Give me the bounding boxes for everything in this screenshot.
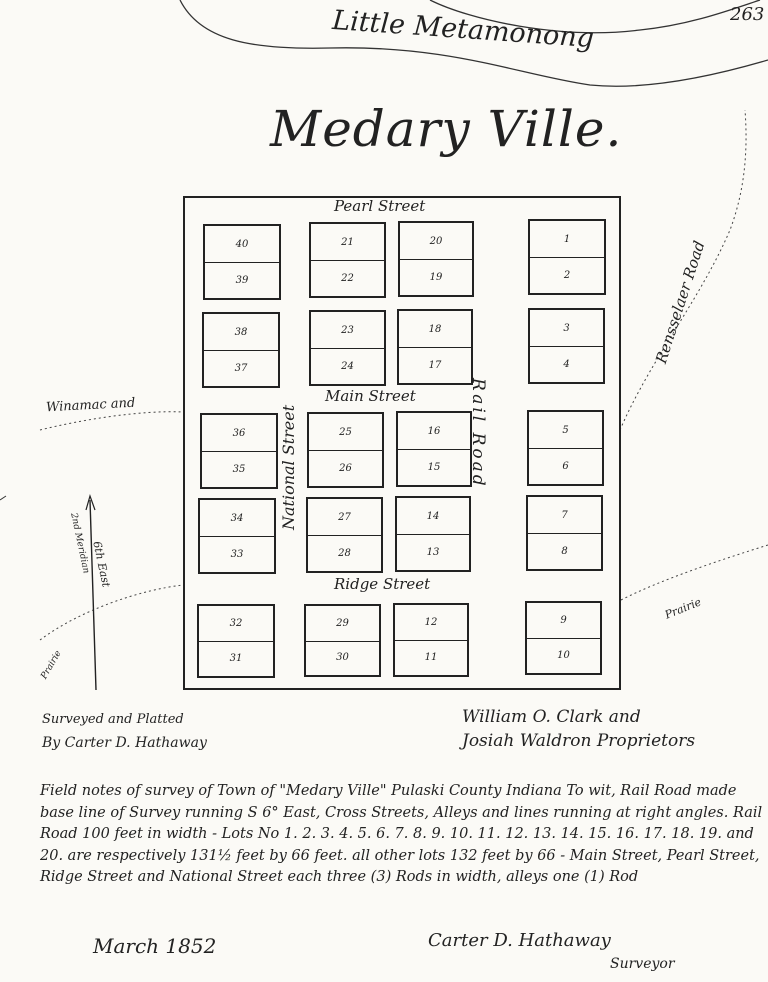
page-number: 263: [730, 4, 765, 25]
survey-date: March 1852: [93, 934, 217, 958]
block: [527, 410, 604, 486]
lot: 19: [429, 271, 443, 283]
meridian-label-east: 6th East: [90, 540, 113, 589]
block: [526, 495, 603, 571]
surveyor-signature: Carter D. Hathaway: [428, 930, 611, 951]
street-label-pearl: Pearl Street: [334, 197, 426, 215]
block: [528, 308, 605, 384]
block: [398, 221, 474, 297]
block: [525, 601, 602, 675]
lot: 4: [563, 358, 570, 370]
lot: 28: [338, 547, 351, 559]
lot: 17: [428, 359, 442, 371]
lot: 32: [199, 606, 273, 642]
surveyed-line-2: By Carter D. Hathaway: [42, 735, 207, 751]
block: [200, 413, 278, 489]
street-label-main: Main Street: [325, 387, 416, 405]
lot: 25: [309, 414, 382, 451]
street-label-rail-road: Rail Road: [468, 378, 488, 489]
lot: 15: [427, 461, 441, 473]
lot: 37: [234, 362, 248, 374]
block: [397, 309, 473, 385]
lot: 11: [424, 652, 438, 663]
lot: 36: [202, 415, 276, 452]
lot: 39: [235, 274, 249, 286]
meridian-line: [90, 500, 96, 690]
lot: 21: [311, 224, 384, 261]
block: [304, 604, 381, 677]
prairie-right-line: [621, 545, 768, 600]
field-notes: Field notes of survey of Town of "Medary Ville" Pulaski County Indiana To wit, Rail Road made base line of Survey running S 6° East, Cross Streets, Alleys and lines running at right angles. Rail Road 100 feet in width - Lots No 1. 2. 3. 4. 5. 6. 7. 8. 9. 10. 11. 12. 13. 14. 15. 16. 17. 18. 19. and 20. are respectively 131½ feet by 66 feet. all other lots 132 feet by 66 - Main Street, Pearl Street, Ridge Street and National Street each three (3) Rods in width, alleys one (1) Rod: [40, 783, 763, 885]
lot: 10: [557, 650, 570, 661]
block: [197, 604, 275, 678]
lot: 7: [528, 497, 601, 534]
proprietors-line-1: William O. Clark and: [462, 707, 641, 727]
meridian-label: 2nd Meridian: [68, 512, 91, 575]
lot: 26: [339, 462, 352, 474]
block: [306, 497, 383, 573]
prairie-label-right: Prairie: [662, 595, 704, 622]
block: [309, 310, 386, 386]
surveyor-title: Surveyor: [610, 956, 675, 972]
lot: 5: [529, 412, 602, 449]
road-label-rensselaer: Rensselaer Road: [652, 238, 709, 366]
left-edge-mark: [0, 496, 6, 500]
block: [395, 496, 471, 572]
lot: 34: [200, 500, 274, 537]
lot: 23: [311, 312, 384, 349]
block: [198, 498, 276, 574]
lot: 1: [530, 221, 604, 258]
lot: 13: [426, 546, 440, 558]
lot: 2: [563, 269, 571, 281]
creek-label: Little Metamonong: [331, 4, 595, 55]
lot: 16: [398, 413, 470, 450]
block: [528, 219, 606, 295]
lot: 29: [306, 606, 379, 642]
prairie-label-left: Prairie: [39, 649, 64, 681]
block: [396, 411, 472, 487]
road-label-winamac: Winamac and: [45, 395, 136, 416]
block: [309, 222, 386, 298]
proprietors-line-2: Josiah Waldron Proprietors: [462, 731, 696, 751]
lot: 8: [561, 545, 568, 557]
lot: 27: [308, 499, 381, 536]
lot: 20: [400, 223, 472, 260]
lot: 31: [229, 653, 243, 664]
lot: 12: [395, 605, 467, 641]
lot: 40: [205, 226, 279, 263]
prairie-left-line: [40, 585, 183, 640]
lot: 30: [336, 652, 349, 664]
street-label-national: National Street: [279, 404, 298, 530]
block: [202, 312, 280, 388]
block: [393, 603, 469, 677]
block: [203, 224, 281, 300]
map-title: Medary Ville.: [270, 100, 623, 158]
lot: 9: [527, 603, 600, 639]
lot: 3: [530, 310, 603, 347]
lot: 35: [232, 463, 246, 475]
lot: 6: [562, 460, 569, 472]
surveyed-line-1: Surveyed and Platted: [42, 712, 184, 727]
lot: 22: [341, 272, 354, 284]
lot: 14: [397, 498, 469, 535]
lot: 18: [399, 311, 471, 348]
lot: 33: [230, 548, 244, 560]
lot: 24: [341, 360, 354, 372]
lot: 38: [204, 314, 278, 351]
block: [307, 412, 384, 488]
street-label-ridge: Ridge Street: [334, 575, 431, 593]
